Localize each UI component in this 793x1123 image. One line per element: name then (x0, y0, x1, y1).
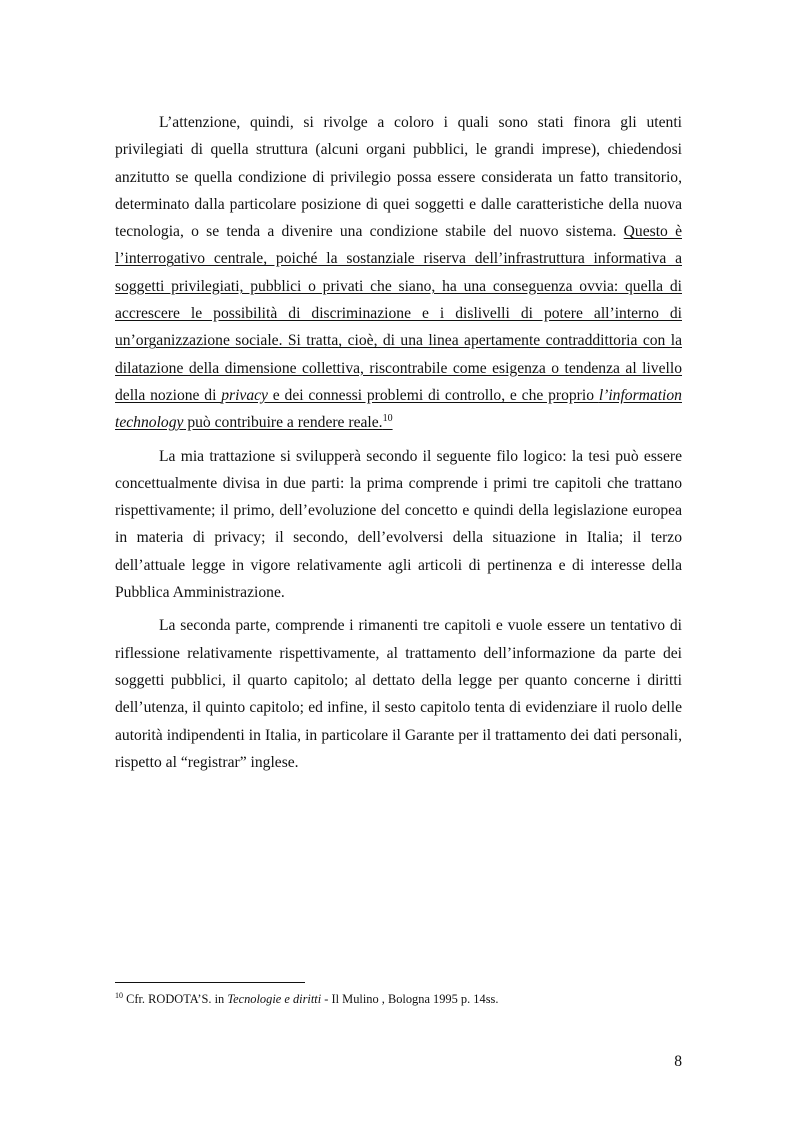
footnote-title: Tecnologie e diritti (227, 992, 322, 1006)
footnote (115, 991, 682, 1007)
footnote-suffix: - Il Mulino , Bologna 1995 p. 14ss. (321, 992, 499, 1006)
page-number: 8 (674, 1053, 682, 1070)
underlined-quote (115, 223, 682, 431)
footnote-reference[interactable]: 10 (382, 413, 393, 425)
paragraph-2: La mia trattazione si svilupperà secondo il seguente filo logico: la tesi può essere concettualmente divisa in due parti: la prima comprende i primi tre capitoli che trattano rispettivamente; il primo, dell’evoluzione del concetto e quindi della legislazione europea in materia di privacy; il secondo, dell’evolversi della situazione in Italia; il terzo dell’attuale legge in vigore relativamente agli articoli di pertinenza e di interesse della Pubblica Amministrazione. (115, 447, 682, 602)
quote-text-c: e dei connessi problemi di controllo, e che proprio (267, 386, 599, 404)
paragraph-1-intro: L’attenzione, quindi, si rivolge a coloro i quali sono stati finora gli utenti privilegiati di quella struttura (alcuni organi pubblici, le grandi imprese), chiedendosi anzitutto se quella condizione di privilegio possa essere considerata un fatto transitorio, determinato dalla particolare posizione di quei soggetti e dalle caratteristiche della nuova tecnologia, o se tenda a divenire una condizione stabile del nuovo sistema. (115, 114, 682, 241)
paragraph-1 (115, 109, 682, 437)
paragraph-3: La seconda parte, comprende i rimanenti tre capitoli e vuole essere un tentativo di riflessione relativamente rispettivamente, al trattamento dell’informazione da parte dei soggetti pubblici, il quarto capitolo; al dettato della legge per quanto concerne i diritti dell’utenza, il quinto capitolo; ed infine, il sesto capitolo tenta di evidenziare il ruolo delle autorità indipendenti in Italia, in particolare il Garante per il trattamento dei dati personali, rispetto al “registrar” inglese. (115, 617, 682, 771)
body-text (115, 109, 682, 776)
quote-text-a: Questo è l’interrogativo centrale, poiché la sostanziale riserva dell’infrastruttura informativa a soggetti privilegiati, pubblici o privati che siano, ha una conseguenza ovvia: quella di accrescere le possibilità di discriminazione e i dislivelli di potere all’interno di un’organizzazione sociale. Si tratta, cioè, di una linea apertamente contraddittoria con la dilatazione della dimensione collettiva, riscontrabile come esigenza o tendenza al livello della nozione di (115, 223, 682, 404)
footnote-prefix: Cfr. RODOTA’S. in (123, 992, 228, 1006)
quote-italic-information-technology: l’information technology (115, 386, 682, 432)
quote-italic-privacy: privacy (221, 386, 268, 404)
footnote-divider (115, 982, 305, 983)
quote-text-e: può contribuire a rendere reale. (183, 414, 383, 432)
footnote-number: 10 (115, 991, 123, 1000)
